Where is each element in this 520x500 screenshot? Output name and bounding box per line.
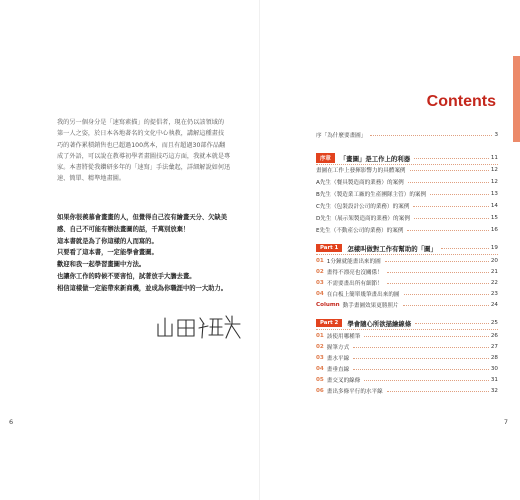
dot-leader <box>404 294 489 295</box>
message-line: 也讓你工作的時候不要害怕，試著放手大膽去畫。 <box>57 272 196 280</box>
toc-page-number: 28 <box>490 355 498 361</box>
toc-chapter-row[interactable] <box>316 243 498 253</box>
toc-entry[interactable] <box>316 267 498 277</box>
page-number-right: 7 <box>503 418 508 426</box>
intro-paragraph <box>57 117 242 185</box>
toc-page-number: 20 <box>490 258 498 264</box>
toc-chapter-row[interactable] <box>316 153 498 163</box>
toc-entry[interactable] <box>316 278 498 288</box>
toc-entry-label: 畫得不漂亮也沒關係！ <box>326 270 383 276</box>
dot-leader <box>407 230 488 231</box>
toc-page-number: 22 <box>490 280 498 286</box>
toc-entry[interactable] <box>316 130 498 140</box>
chapter-badge: Part 2 <box>316 319 342 327</box>
dot-leader <box>364 380 489 381</box>
toc-entry[interactable] <box>316 375 498 385</box>
toc-page-number: 23 <box>490 291 498 297</box>
toc-entry-label: 序「為什麼要畫圖」 <box>316 133 367 139</box>
toc-entry-label: 怎樣叫做對工作有幫助的「圖」 <box>347 244 437 253</box>
toc-entry-label: C先生（包裝設計公司的業務）的案例 <box>316 204 410 210</box>
dot-leader <box>414 218 489 219</box>
toc-page-number: 30 <box>490 366 498 372</box>
dot-leader <box>413 206 488 207</box>
contents-title: Contents <box>426 93 496 110</box>
intro-line: 速、簡單、精準地畫圖。 <box>57 175 126 183</box>
toc-page-number: 24 <box>490 302 498 308</box>
toc-entry[interactable] <box>316 256 498 266</box>
toc-page-number: 12 <box>490 179 498 185</box>
toc-page-number: 16 <box>490 227 498 233</box>
toc-entry-label: 動手畫圖效果更勝照片 <box>342 303 399 309</box>
dot-leader <box>387 272 489 273</box>
toc-entry[interactable] <box>316 225 498 235</box>
toc-entry-label: D先生（展示架製造商的業務）的案例 <box>316 216 410 222</box>
toc-entry-number: 04 <box>316 366 324 372</box>
toc-entry[interactable] <box>316 289 498 299</box>
toc-entry-label: 學會隨心所欲描繪線條 <box>347 319 412 328</box>
toc-entry[interactable] <box>316 189 498 199</box>
chapter-divider <box>316 254 498 255</box>
toc-entry[interactable] <box>316 201 498 211</box>
toc-entry[interactable] <box>316 177 498 187</box>
toc-entry-number: 02 <box>316 344 324 350</box>
dot-leader <box>364 336 489 337</box>
chapter-badge: Part 1 <box>316 244 342 252</box>
toc-page-number: 12 <box>490 167 498 173</box>
dot-leader <box>353 347 489 348</box>
dot-leader <box>430 194 489 195</box>
toc-entry[interactable] <box>316 342 498 352</box>
toc-entry[interactable] <box>316 386 498 396</box>
dot-leader <box>387 283 489 284</box>
toc-entry-label: 1分鐘就能畫出來的圖 <box>326 259 381 265</box>
toc-entry-label: E先生（不動產公司的業務）的案例 <box>316 228 404 234</box>
toc-entry[interactable] <box>316 364 498 374</box>
toc-entry[interactable] <box>316 353 498 363</box>
dot-leader <box>414 158 489 159</box>
toc-page-number: 32 <box>490 388 498 394</box>
toc-entry-label: A先生（餐具製造商的業務）的案例 <box>316 180 404 186</box>
toc-entry-number: 01 <box>316 258 324 264</box>
intro-line: 家。本書將從我鑽研多年的「速寫」手法彙起，詳細解說如何迅 <box>57 164 231 172</box>
intro-line: 成了外語，可以說在教導初學者畫圖技巧這方面，我就本就是專 <box>57 152 231 160</box>
author-signature <box>152 302 242 342</box>
toc-entry-number: 03 <box>316 280 324 286</box>
dot-leader <box>387 391 489 392</box>
toc-entry[interactable] <box>316 331 498 341</box>
toc-page-number: 27 <box>490 344 498 350</box>
toc-entry-number: 03 <box>316 355 324 361</box>
chapter-divider <box>316 329 498 330</box>
page-number-left: 6 <box>9 418 14 426</box>
toc-entry-label: 該使用哪種筆 <box>326 334 361 340</box>
toc-entry-label: B先生（製造業工廠的生產團隊主管）的案例 <box>316 192 427 198</box>
dot-leader <box>415 323 489 324</box>
toc-entry-number: 04 <box>316 291 324 297</box>
toc-entry-label: 畫垂直線 <box>326 367 350 373</box>
toc-entry-number: 02 <box>316 269 324 275</box>
message-line: 如果你很羨慕會畫畫的人，但覺得自己沒有繪畫天分、欠缺美 <box>57 214 228 221</box>
toc-entry-label: 在白板上簡單幾筆畫出來的圖 <box>326 292 400 298</box>
message-line: 只要看了這本書，一定能學會畫圖。 <box>57 249 158 257</box>
toc-entry[interactable] <box>316 213 498 223</box>
message-block <box>57 212 242 295</box>
toc-entry-label: 握筆方式 <box>326 345 350 351</box>
toc-entry-label: 畫水平線 <box>326 356 350 362</box>
dot-leader <box>403 305 489 306</box>
message-line: 這本書就是為了你這樣的人而寫的。 <box>57 237 158 245</box>
toc-chapter-row[interactable] <box>316 318 498 328</box>
dot-leader <box>385 261 489 262</box>
toc-entry[interactable] <box>316 165 498 175</box>
toc-entry-label: 畫圖在工作上發揮影響力的具體案例 <box>316 168 406 174</box>
toc-page-number: 14 <box>490 203 498 209</box>
edge-tab <box>513 56 520 142</box>
message-line: 歡迎和我一起學習畫圖中方法。 <box>57 261 146 269</box>
dot-leader <box>370 135 492 136</box>
toc-entry-number: Column <box>316 302 340 308</box>
toc-entry-label: 畫出多條平行的水平線 <box>326 389 383 395</box>
message-line: 感、自己不可能有辦法畫圖的話，千萬別放棄！ <box>57 225 190 233</box>
dot-leader <box>353 358 489 359</box>
toc-page-number: 15 <box>490 215 498 221</box>
toc-page-number: 3 <box>494 132 498 138</box>
dot-leader <box>410 170 489 171</box>
dot-leader <box>353 369 489 370</box>
toc-entry-label: 「畫圖」是工作上的利器 <box>339 154 411 163</box>
toc-page-number: 25 <box>490 320 498 326</box>
toc-entry[interactable] <box>316 300 498 310</box>
toc-page-number: 19 <box>490 245 498 251</box>
toc-entry-number: 05 <box>316 377 324 383</box>
toc-page-number: 31 <box>490 377 498 383</box>
toc-entry-label: 不需要畫出所有細節！ <box>326 281 383 287</box>
dot-leader <box>408 182 489 183</box>
intro-line: 第一人之姿，於日本各地著名的文化中心執教，講解這種畫技 <box>57 130 225 138</box>
toc-page-number: 26 <box>490 333 498 339</box>
toc-page-number: 11 <box>490 155 498 161</box>
dot-leader <box>441 248 489 249</box>
chapter-badge: 序章 <box>316 153 335 163</box>
toc-entry-number: 01 <box>316 333 324 339</box>
toc-page-number: 13 <box>490 191 498 197</box>
message-line: 相信這樣做一定能帶來新商機，並成為你職涯中的一大助力。 <box>57 284 228 292</box>
toc-entry-label: 畫交叉的線條 <box>326 378 361 384</box>
intro-line: 巧的著作累積銷售也已超過100萬本，而且有超過30部作品翻 <box>57 141 226 149</box>
toc-page-number: 21 <box>490 269 498 275</box>
toc-entry-number: 06 <box>316 388 324 394</box>
intro-line: 我的另一個身分是「速寫素描」的提倡者，現在仍以該領域的 <box>57 119 225 126</box>
